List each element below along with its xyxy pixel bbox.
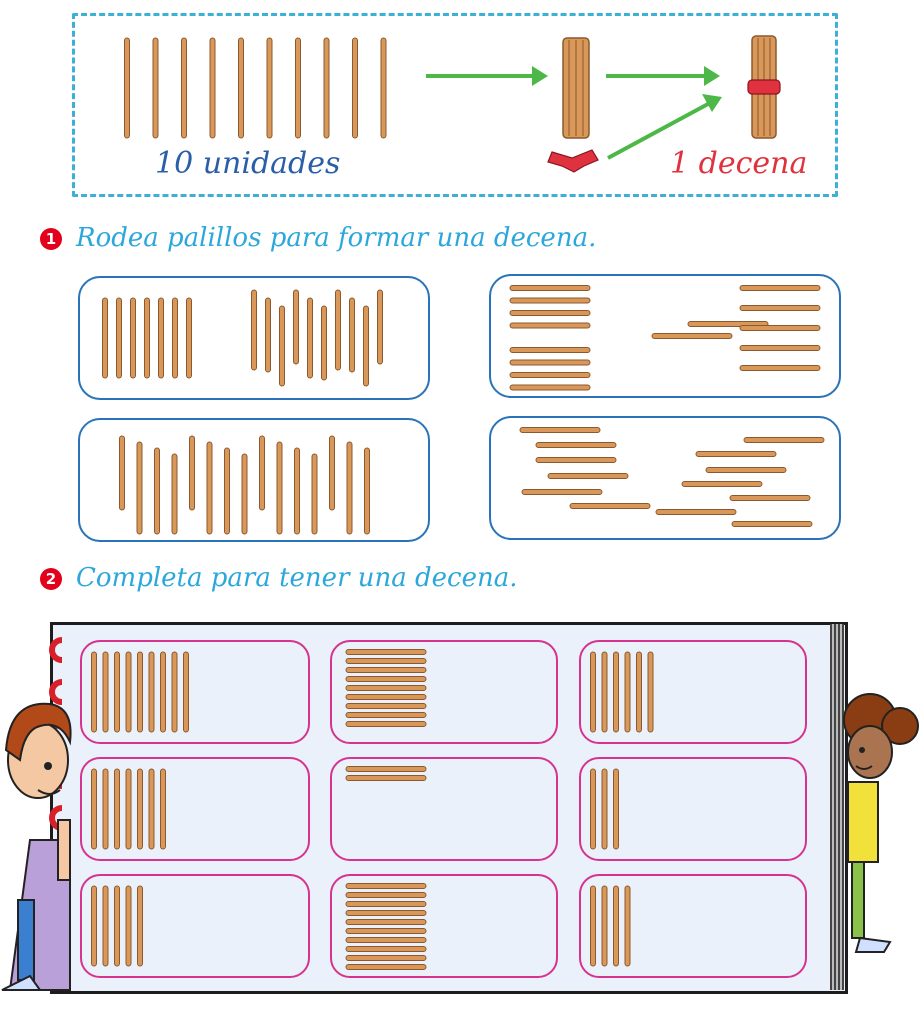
ten-label: 1 decena [670,146,808,181]
boy-character-icon [0,690,80,990]
exercise-1-number: 1 [40,228,62,250]
stick [103,769,108,849]
stick [346,902,426,907]
stick [346,767,426,772]
stick [602,652,607,732]
stick [161,652,166,732]
stick [115,769,120,849]
stick [591,652,596,732]
stick [161,769,166,849]
stick [149,652,154,732]
exercise-2-title: Completa para tener una decena. [76,563,518,593]
stick [126,886,131,966]
stick [184,652,189,732]
stick [346,911,426,916]
stick [625,652,630,732]
stick [648,652,653,732]
stick [346,659,426,664]
stick [115,886,120,966]
stick [346,929,426,934]
stick [346,722,426,727]
stick [346,965,426,970]
stick [92,886,97,966]
exercise-1-title: Rodea palillos para formar una decena. [76,223,597,253]
stick [103,652,108,732]
stick [346,920,426,925]
girl-character-icon [840,690,920,960]
stick [346,668,426,673]
stick [92,769,97,849]
stick [346,695,426,700]
units-label: 10 unidades [155,146,341,181]
stick [591,769,596,849]
stick [346,704,426,709]
stick [637,652,642,732]
stick [103,886,108,966]
stick [346,686,426,691]
stick [614,886,619,966]
stick [346,947,426,952]
stick [172,652,177,732]
stick [346,677,426,682]
stick [602,886,607,966]
stick [346,776,426,781]
stick [346,893,426,898]
stick [126,769,131,849]
stick [614,769,619,849]
stick [614,652,619,732]
stick [92,652,97,732]
stick [591,886,596,966]
exercise-2-number: 2 [40,568,62,590]
stick [346,713,426,718]
stick [346,650,426,655]
stick [138,769,143,849]
stick [115,652,120,732]
stick [602,769,607,849]
stick [625,886,630,966]
stick [138,886,143,966]
stick [346,938,426,943]
stick [346,884,426,889]
stick [138,652,143,732]
stick [126,652,131,732]
stick [346,956,426,961]
stick [149,769,154,849]
